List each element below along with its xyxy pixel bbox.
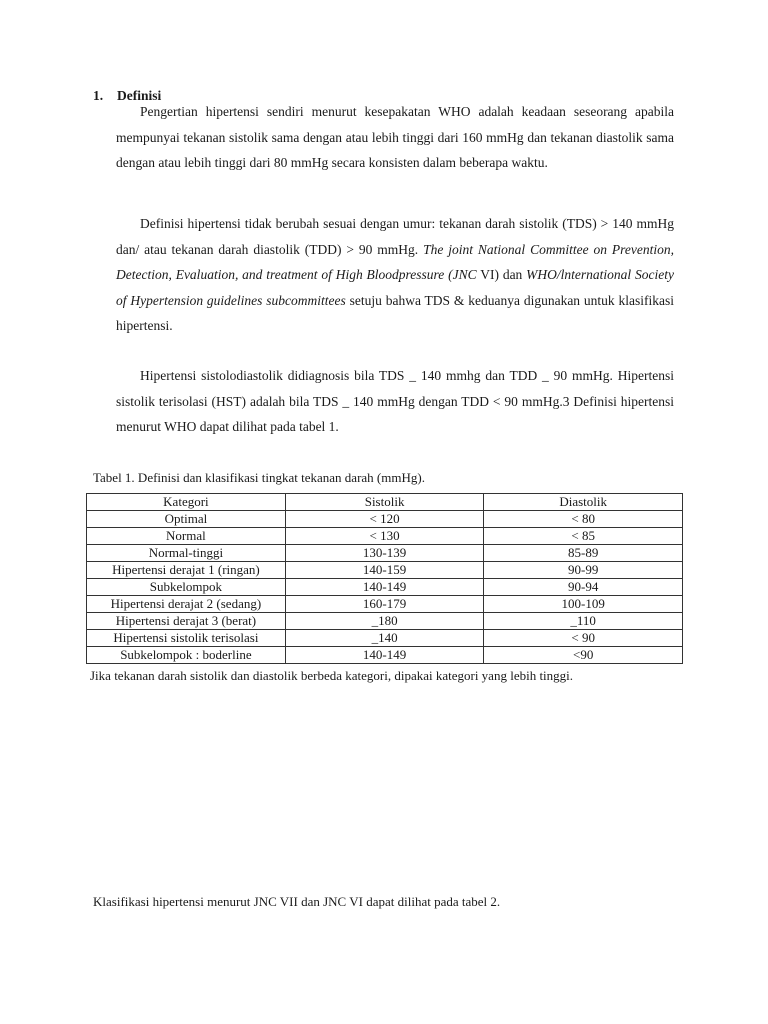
table-cell: < 85 bbox=[484, 528, 683, 545]
table-cell: Subkelompok bbox=[87, 579, 286, 596]
table-cell: 160-179 bbox=[285, 596, 484, 613]
table-cell: <90 bbox=[484, 647, 683, 664]
section-title: Definisi bbox=[117, 88, 162, 103]
table-cell: < 130 bbox=[285, 528, 484, 545]
table-cell: 90-99 bbox=[484, 562, 683, 579]
table-row bbox=[87, 545, 683, 562]
table-cell: < 90 bbox=[484, 630, 683, 647]
paragraph-definition-who: Pengertian hipertensi sendiri menurut kesepakatan WHO adalah keadaan seseorang apabila mempunyai tekanan sistolik sama dengan atau lebih tinggi dari 160 mmHg dan tekanan diastolik sama dengan atau lebih tinggi dari 80 mmHg secara konsisten dalam beberapa waktu. bbox=[116, 104, 674, 170]
table-header-row bbox=[87, 494, 683, 511]
table-cell: 140-149 bbox=[285, 579, 484, 596]
paragraph2-text-c: setuju bahwa TDS & keduanya digunakan untuk klasifikasi hipertensi. bbox=[116, 292, 674, 333]
paragraph-definition-jnc bbox=[116, 211, 674, 339]
table-row bbox=[87, 528, 683, 545]
table-caption: Tabel 1. Definisi dan klasifikasi tingkat tekanan darah (mmHg). bbox=[93, 470, 425, 485]
table-header-cell: Diastolik bbox=[484, 494, 683, 511]
table-cell: _140 bbox=[285, 630, 484, 647]
table-row bbox=[87, 596, 683, 613]
table-cell: 85-89 bbox=[484, 545, 683, 562]
table-cell: < 120 bbox=[285, 511, 484, 528]
footer-text: Klasifikasi hipertensi menurut JNC VII dan JNC VI dapat dilihat pada tabel 2. bbox=[93, 894, 501, 909]
table-cell: Hipertensi derajat 1 (ringan) bbox=[87, 562, 286, 579]
table-cell: Hipertensi derajat 2 (sedang) bbox=[87, 596, 286, 613]
table-row bbox=[87, 613, 683, 630]
table-cell: 140-159 bbox=[285, 562, 484, 579]
table-row bbox=[87, 511, 683, 528]
table-cell: 140-149 bbox=[285, 647, 484, 664]
table-header-cell: Sistolik bbox=[285, 494, 484, 511]
table-cell: Optimal bbox=[87, 511, 286, 528]
table-cell: _110 bbox=[484, 613, 683, 630]
table-cell: Normal bbox=[87, 528, 286, 545]
table-row bbox=[87, 579, 683, 596]
table-cell: Hipertensi derajat 3 (berat) bbox=[87, 613, 286, 630]
paragraph2-italic-a: The joint National Committee on Prevention, Detection, Evaluation, and treatment of High Bloodpressure (JNC bbox=[116, 241, 674, 282]
paragraph2-text-a: Definisi hipertensi tidak berubah sesuai dengan umur: tekanan darah sistolik (TDS) > 140 mmHg dan/ atau tekanan darah diastolik (TDD) > 90 mmHg. bbox=[116, 216, 674, 257]
paragraph-diagnosis: Hipertensi sistolodiastolik didiagnosis bila TDS _ 140 mmhg dan TDD _ 90 mmHg. Hipertensi sistolik terisolasi (HST) adalah bila TDS _ 140 mmHg dengan TDD < 90 mmHg.3 Definisi hipertensi menurut WHO dapat dilihat pada tabel 1. bbox=[116, 368, 674, 434]
table-cell: 130-139 bbox=[285, 545, 484, 562]
classification-table bbox=[86, 493, 683, 664]
paragraph2-text-b: VI) dan bbox=[476, 267, 527, 282]
table-note: Jika tekanan darah sistolik dan diastolik berbeda kategori, dipakai kategori yang lebih tinggi. bbox=[90, 668, 574, 683]
table-cell: Normal-tinggi bbox=[87, 545, 286, 562]
table-cell: < 80 bbox=[484, 511, 683, 528]
table-cell: Subkelompok : boderline bbox=[87, 647, 286, 664]
paragraph2-italic-b: WHO/lnternational Society of Hypertension guidelines subcommittees bbox=[116, 267, 674, 308]
table-cell: 100-109 bbox=[484, 596, 683, 613]
table-cell: Hipertensi sistolik terisolasi bbox=[87, 630, 286, 647]
table-cell: 90-94 bbox=[484, 579, 683, 596]
table-cell: _180 bbox=[285, 613, 484, 630]
table-row bbox=[87, 647, 683, 664]
table-row bbox=[87, 630, 683, 647]
table-header-cell: Kategori bbox=[87, 494, 286, 511]
table-row bbox=[87, 562, 683, 579]
section-number: 1. bbox=[93, 88, 104, 103]
